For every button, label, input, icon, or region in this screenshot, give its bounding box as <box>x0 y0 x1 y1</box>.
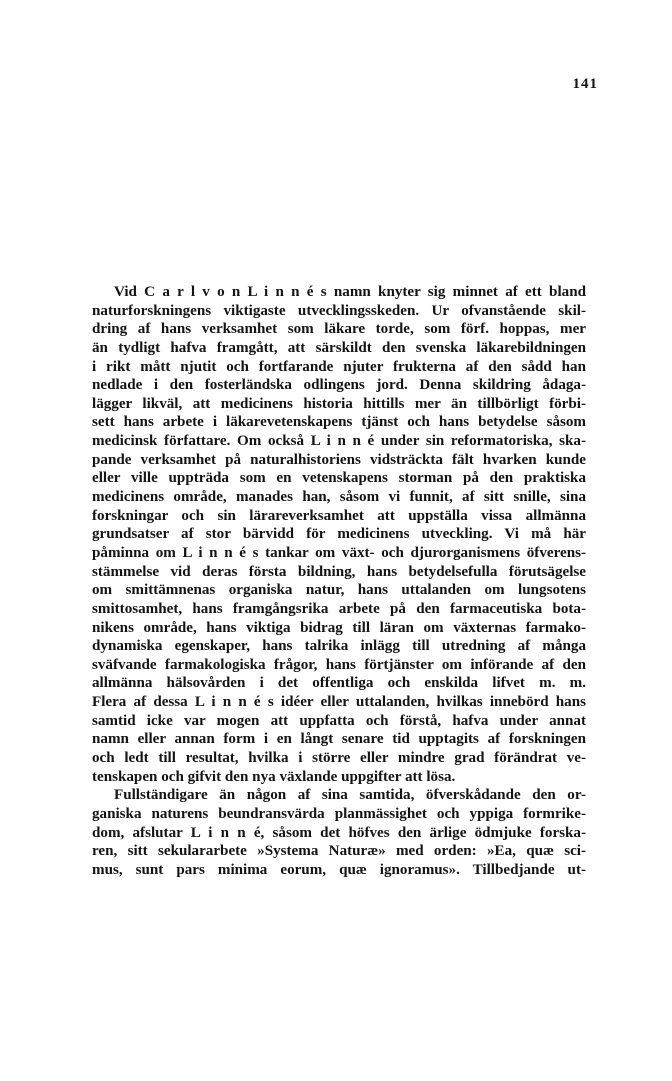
text-line: lägger likväl, att medicinens historia hittills mer än tillbörligt förbi- <box>92 395 586 412</box>
body-text <box>92 283 586 880</box>
text-line: eller ville uppträda som en vetenskapens storman på den praktiska <box>92 470 586 487</box>
text-line: Flera af dessa L i n n é s idéer eller uttalanden, hvilkas innebörd hans <box>92 694 586 711</box>
page-number: 141 <box>572 76 598 92</box>
text-line: sväfvande farmakologiska frågor, hans förtjänster om införande af den <box>92 656 586 673</box>
text-line: forskningar och sin lärareverksamhet att uppställa vissa allmänna <box>92 507 586 524</box>
text-line: än tydligt hafva framgått, att särskildt den svenska läkarebildningen <box>92 339 586 356</box>
text-line: i rikt mått njutit och fortfarande njuter frukterna af den sådd han <box>92 358 586 375</box>
text-line: och ledt till resultat, hvilka i större eller mindre grad förändrat ve- <box>92 750 586 767</box>
text-line: stämmelse vid deras första bildning, hans betydelsefulla förutsägelse <box>92 563 586 580</box>
text-line: dring af hans verksamhet som läkare torde, som förf. hoppas, mer <box>92 321 586 338</box>
text-line: nikens område, hans viktiga bidrag till läran om växternas farmako- <box>92 619 586 636</box>
text-line: Vid C a r l v o n L i n n é s namn knyter sig minnet af ett bland <box>114 284 586 300</box>
text-line: ganiska naturens beundransvärda planmässighet och yppiga formrike- <box>92 805 586 822</box>
text-line: naturforskningens viktigaste utvecklingsskeden. Ur ofvanstående skil- <box>92 302 586 319</box>
text-line: smittosamhet, hans framgångsrika arbete på den farmaceutiska bota- <box>92 600 586 617</box>
text-line: sett hans arbete i läkarevetenskapens tjänst och hans betydelse såsom <box>92 414 586 431</box>
text-line: namn eller annan form i en långt senare tid upptagits af forskningen <box>92 731 586 748</box>
text-line: mus, sunt pars minima eorum, quæ ignoramus». Tillbedjande ut- <box>92 861 586 878</box>
text-line: Fullständigare än någon af sina samtida, öfverskådande den or- <box>114 787 586 804</box>
text-line: medicinsk författare. Om också L i n n é under sin reformatoriska, ska- <box>92 433 586 450</box>
text-line: tenskapen och gifvit den nya växlande uppgifter att lösa. <box>92 768 456 785</box>
text-line: medicinens område, manades han, såsom vi funnit, af sitt snille, sina <box>92 489 586 506</box>
text-line: om smittämnenas organiska natur, hans uttalanden om lungsotens <box>92 582 586 599</box>
text-line: grundsatser af stor bärvidd för medicinens utveckling. Vi må här <box>92 526 586 543</box>
text-line: påminna om L i n n é s tankar om växt- och djurorganismens öfverens- <box>92 544 586 561</box>
text-line: allmänna hälsovården i det offentliga och enskilda lifvet m. m. <box>92 675 586 692</box>
text-line: pande verksamhet på naturalhistoriens vidsträckta fält hvarken kunde <box>92 451 586 468</box>
text-line: nedlade i den fosterländska odlingens jord. Denna skildring ådaga- <box>92 377 586 394</box>
text-line: dom, afslutar L i n n é, såsom det höfves den ärlige ödmjuke forska- <box>92 824 586 841</box>
text-line: dynamiska egenskaper, hans talrika inlägg till utredning af många <box>92 638 586 655</box>
text-line: ren, sitt sekulararbete »Systema Naturæ» med orden: »Ea, quæ sci- <box>92 843 586 860</box>
text-line: samtid icke var mogen att uppfatta och förstå, hafva under annat <box>92 712 586 729</box>
